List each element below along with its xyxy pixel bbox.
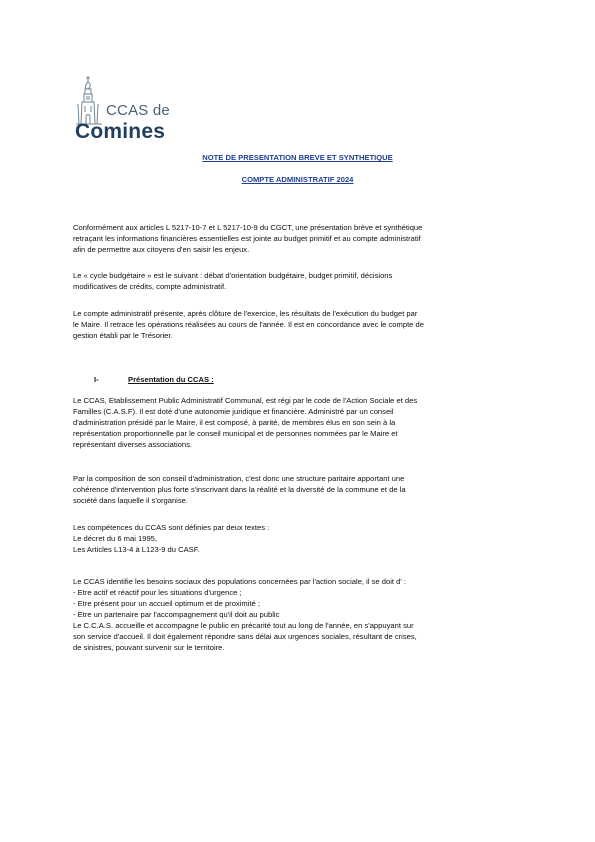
text-line: représentant diverses associations. (73, 440, 193, 449)
text-line: Le C.C.A.S. accueille et accompagne le public en précarité tout au long de l'année, en s'appuyant sur (73, 621, 414, 630)
intro-paragraph-3 (73, 308, 531, 341)
text-line: Par la composition de son conseil d'administration, c'est donc une structure paritaire apportant une (73, 474, 405, 483)
ccas-logo (74, 74, 184, 150)
body-paragraph-3 (73, 522, 531, 555)
text-line: retraçant les informations financières essentielles est jointe au budget primitif et au compte administratif (73, 234, 421, 243)
logo-comines-text: Comines (75, 120, 166, 143)
text-line: son service d'accueil. Il doit également répondre sans délai aux urgences sociales, résultant de crises, (73, 632, 417, 641)
body-paragraph-2 (73, 473, 531, 506)
text-line: d'administration présidé par le Maire, il est composé, à parité, de membres élus en son sein à la (73, 418, 396, 427)
text-line: Le CCAS, Etablissement Public Administratif Communal, est régi par le code de l'Action Sociale et des (73, 396, 418, 405)
text-line: de sinistres, pouvant survenir sur le territoire. (73, 643, 225, 652)
text-line: Familles (C.A.S.F). Il est doté d'une autonomie juridique et financière. Administré par un conseil (73, 407, 394, 416)
text-line: gestion établi par le Trésorier. (73, 331, 173, 340)
text-line: Les compétences du CCAS sont définies par deux textes : (73, 523, 270, 532)
section-number: I- (94, 375, 99, 384)
text-line: le Maire. Il retrace les opérations réalisées au cours de l'année. Il est en concordance avec le compte de (73, 320, 424, 329)
document-subtitle: COMPTE ADMINISTRATIF 2024 (241, 175, 354, 184)
text-line: Le CCAS identifie les besoins sociaux des populations concernées par l'action sociale, il se doit d' : (73, 577, 406, 586)
list-item: - Etre présent pour un accueil optimum et de proximité ; (73, 599, 260, 608)
intro-paragraph-1 (73, 222, 531, 255)
text-line: société dans laquelle il s'organise. (73, 496, 189, 505)
body-paragraph-4 (73, 576, 531, 653)
list-item: - Etre un partenaire par l'accompagnement qu'il doit au public (73, 610, 280, 619)
text-line: Les Articles L13-4 à L123-9 du CASF. (73, 545, 200, 554)
text-line: Le compte administratif présente, après clôture de l'exercice, les résultats de l'exécution du budget par (73, 309, 418, 318)
text-line: afin de permettre aux citoyens d'en saisir les enjeux. (73, 245, 250, 254)
list-item: - Etre actif et réactif pour les situations d'urgence ; (73, 588, 242, 597)
text-line: représentation proportionnelle par le conseil municipal et de personnes nommées par le Maire et (73, 429, 398, 438)
text-line: Conformément aux articles L 5217-10-7 et L 5217-10-9 du CGCT, une présentation brève et synthétique (73, 223, 423, 232)
body-paragraph-1 (73, 395, 531, 450)
text-line: Le « cycle budgétaire » est le suivant : débat d'orientation budgétaire, budget primitif, décisions (73, 271, 393, 280)
intro-paragraph-2 (73, 270, 531, 292)
text-line: modificatives de crédits, compte administratif. (73, 282, 227, 291)
logo-ccas-text: CCAS de (106, 102, 170, 119)
text-line: Le décret du 6 mai 1995, (73, 534, 158, 543)
document-title: NOTE DE PRESENTATION BREVE ET SYNTHETIQUE (202, 153, 393, 162)
text-line: cohérence d'intervention plus forte s'inscrivant dans la réalité et la diversité de la commune et de la (73, 485, 406, 494)
section-title: Présentation du CCAS : (128, 375, 214, 384)
